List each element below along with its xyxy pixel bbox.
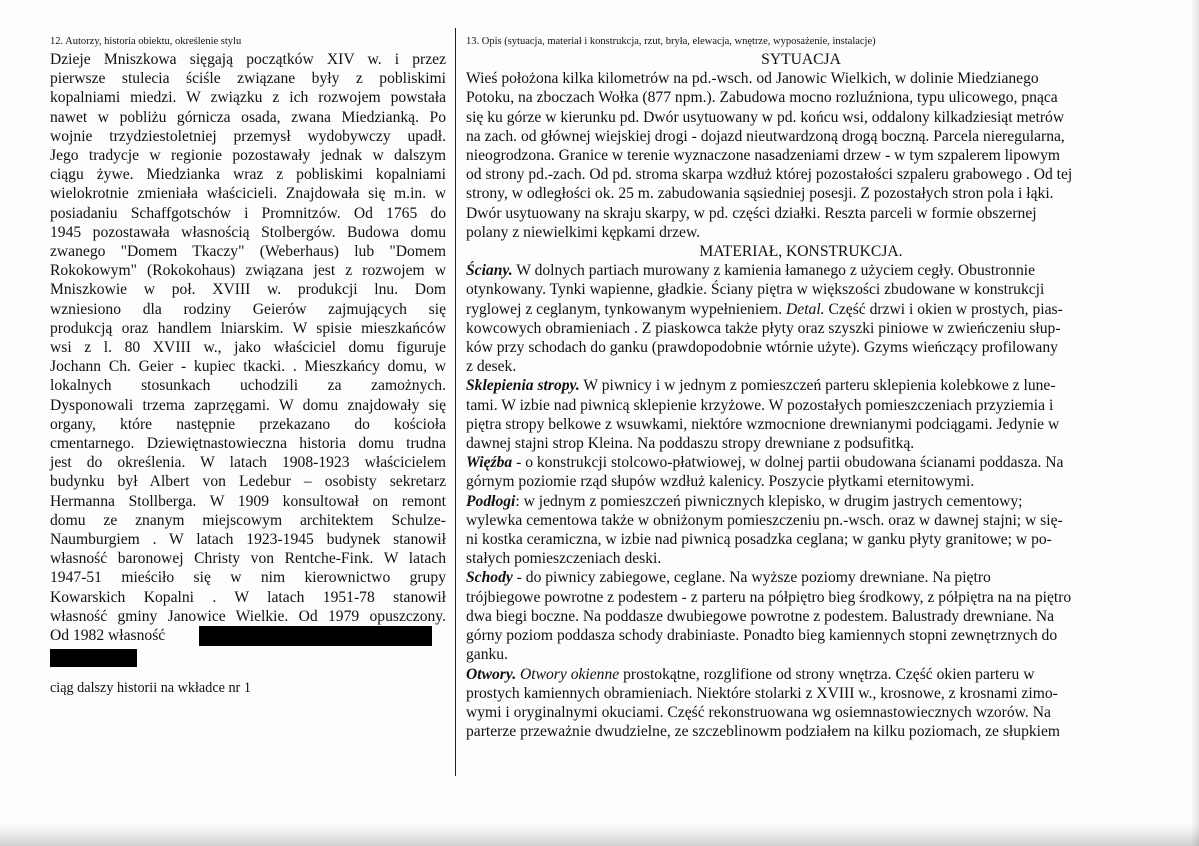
stairs-line: górny poziom poddasza schody drabiniaste. Ponadto bieg kamiennych stopni zewnętrznych do <box>466 627 1058 645</box>
text-line: wielokrotnie zmieniała właścicieli. Znajdowała się m.in. w <box>50 185 446 203</box>
walls-line: ryglowej z ceglanym, tynkowanym wypełnieniem. Detal. Część drzwi i okien w prostych, pias- <box>466 300 1063 318</box>
stairs-line: Schody - do piwnicy zabiegowe, ceglane. Na wyższe poziomy drewniane. Na piętro <box>466 569 991 587</box>
text-line: 1947-51 mieściło się w nim kierownictwo grupy <box>50 569 446 587</box>
text-line: Wieś położona kilka kilometrów na pd.-wsch. od Janowic Wielkich, w dolinie Miedzianego <box>466 70 1039 88</box>
detail-label: Detal. <box>786 300 825 318</box>
text-line: strony, w odległości ok. 25 m. zabudowania sąsiedniej posesji. Z pozostałych stron pola i łąki. <box>466 185 1054 203</box>
situation-heading: SYTUACJA <box>761 51 841 68</box>
walls-line: kowcowych obramieniach . Z piaskowca także płyty oraz szyszki piniowe w zwieńczeniu słup- <box>466 319 1061 337</box>
text-line: Jego tradycje w regionie pozostawały jednak w dalszym <box>50 147 446 165</box>
text-line: Hermanna Stollberga. W 1909 konsultował on remont <box>50 492 446 510</box>
description-column <box>466 35 1136 741</box>
text-line: Rokokowym" (Rokokohaus) związana jest z rozwojem w <box>50 262 446 280</box>
redaction-bar <box>50 649 137 667</box>
text-line: wsi z l. 80 XVIII w., jako właściciel domu figuruje <box>50 339 446 357</box>
text-line: Dzieje Mniszkowa sięgają początków XIV w. i przez <box>50 51 446 68</box>
ownership-label: Od 1982 własność <box>50 627 166 645</box>
text-line: na zach. od głównej wiejskiej drogi - dojazd nieutwardzoną drogą boczną. Parcela nieregularna, <box>466 127 1065 145</box>
stairs-line: ganku. <box>466 646 509 664</box>
openings-line: wymi i oryginalnymi okuciami. Część rekonstruowana wg osiemnastowiecznych wzorów. Na <box>466 703 1051 721</box>
text-line: kopalniami miedzi. W związku z ich rozwojem powstała <box>50 89 446 107</box>
floors-line: ni kostka ceramiczna, w izbie nad piwnicą posadzka ceglana; w ganku płyty granitowe; w po- <box>466 531 1052 549</box>
text-line: Potoku, na zboczach Wołka (877 npm.). Zabudowa mocno rozluźniona, typu ulicowego, pnąca <box>466 89 1058 107</box>
vaults-label: Sklepienia stropy. <box>466 377 580 395</box>
walls-line: z desek. <box>466 358 517 376</box>
text-line: Mniszkowie w poł. XVIII w. produkcji lnu. Dom <box>50 281 446 299</box>
vaults-line: piętra stropy belkowe z wsuwkami, niektóre wzmocnione drewnianymi podciągami. Jedynie w <box>466 415 1060 433</box>
column-divider <box>455 28 456 776</box>
redaction-bar <box>199 626 432 646</box>
text-line: zwanego "Domem Tkaczy" (Weberhaus) lub "Domem <box>50 243 446 261</box>
text-line: lokalnych stosunkach uchodzili za zamożnych. <box>50 377 446 395</box>
text-line: nieogrodzona. Granice w terenie wyznaczone nasadzeniami drzew - w tym szpalerem lipowym <box>466 147 1061 165</box>
text-line: produkcją oraz handlem lniarskim. W spisie mieszkańców <box>50 319 446 337</box>
text-line: własność gminy Janowice Wielkie. Od 1979 opuszczony. <box>50 607 446 625</box>
history-column <box>50 35 446 697</box>
text-line: od strony pd.-zach. Od pd. stroma skarpa wzdłuż której pozostałości szpaleru grabowego . Od tej <box>466 166 1073 184</box>
text-line: wzniesiono dla rodziny Geierów zajmujących się <box>50 300 446 318</box>
floors-line: Podłogi: w jednym z pomieszczeń piwnicznych klepisko, w drugim jastrych cementowy; <box>466 492 1023 510</box>
openings-line: Otwory. Otwory okienne prostokątne, rozglifione od strony wnętrza. Część okien parteru w <box>466 665 1035 683</box>
truss-label: Więźba <box>466 454 513 472</box>
stairs-line: dwa biegi boczne. Na poddasze dwubiegowe powrotne z podestem. Balustrady drewniane. Na <box>466 607 1055 625</box>
situation-text <box>466 69 1136 242</box>
truss-line: Więźba - o konstrukcji stolcowo-płatwiowej, w dolnej partii obudowana ścianami poddasza. Na <box>466 454 1064 472</box>
text-line: domu ze znanym miejscowym architektem Schulze- <box>50 511 446 529</box>
floors-line: wylewka cementowa także w obniżonym pomieszczeniu pn.-wsch. oraz w dawnej stajni; w się- <box>466 511 1063 529</box>
material-heading: MATERIAŁ, KONSTRUKCJA. <box>699 243 903 261</box>
text-line: Jochann Ch. Geier - kupiec tkacki. . Mieszkańcy domu, w <box>50 358 446 376</box>
stairs-label: Schody <box>466 569 513 587</box>
text-line: ciągu żywe. Miedzianka wraz z pobliskimi kopalniami <box>50 166 446 184</box>
text-line: organy, które następnie przekazano do kościoła <box>50 415 446 433</box>
page-shadow-right <box>1191 0 1199 846</box>
openings-line: parterze przeważnie dwudzielne, ze szczeblinowm podziałem na kilku poziomach, ze słupkiem <box>466 723 1061 741</box>
text-line: się ku górze w kierunku pd. Dwór usytuowany w pd. końcu wsi, oddalony kilkadziesiąt metrów <box>466 108 1065 126</box>
description-section-header: 13. Opis (sytuacja, materiał i konstrukcja, rzut, bryła, elewacja, wnętrze, wyposażenie, instalacje) <box>466 36 876 47</box>
walls-line: otynkowany. Tynki wapienne, gładkie. Ściany piętra w większości zbudowane w konstrukcji <box>466 281 1045 299</box>
vaults-line: dawnej stajni strop Kleina. Na poddaszu stropy drewniane z podsufitką. <box>466 435 915 453</box>
walls-line: ków przy schodach do ganku (prawdopodobnie wtórnie użyte). Gzyms wieńczący profilowany <box>466 339 1058 357</box>
window-openings-label: Otwory okienne <box>516 665 620 683</box>
ownership-line <box>50 626 446 667</box>
vaults-line: tami. W izbie nad piwnicą sklepienie krzyżowe. W pozostałych pomieszczeniach przyziemia i <box>466 396 1054 414</box>
text-line: cmentarnego. Dziewiętnastowieczna historia domu trudna <box>50 435 446 453</box>
text-line: Dwór usytuowany na skraju skarpy, w pd. części działki. Reszta parceli w formie obszernej <box>466 204 1037 222</box>
floors-line: stałych pomieszczeniach deski. <box>466 550 662 568</box>
stairs-line: trójbiegowe powrotne z podestem - z parteru na półpiętro bieg środkowy, z półpiętra na na piętro <box>466 588 1072 606</box>
history-text <box>50 50 446 626</box>
text-line: Naumburgiem . W latach 1923-1945 budynek stanowił <box>50 531 446 549</box>
text-line: pierwsze stulecia ściśle związane były z pobliskimi <box>50 70 446 88</box>
openings-label: Otwory. <box>466 665 517 683</box>
walls-line: Ściany. W dolnych partiach murowany z kamienia łamanego z użyciem cegły. Obustronnie <box>466 262 1036 280</box>
floors-label: Podłogi <box>466 492 516 510</box>
walls-label: Ściany. <box>466 262 513 280</box>
truss-line: górnym poziomie rząd słupów wzdłuż kalenicy. Poszycie płytkami eternitowymi. <box>466 473 975 491</box>
openings-line: prostych kamiennych obramieniach. Niektóre stolarki z XVIII w., krosnowe, z krosnami zimo- <box>466 684 1058 702</box>
text-line: 1945 pozostawała własnością Stolbergów. Budowa domu <box>50 223 446 241</box>
history-section-header: 12. Autorzy, historia obiektu, określenie stylu <box>50 36 242 47</box>
page-shadow-bottom <box>0 822 1199 846</box>
text-line: wojnie trzydziestoletniej przemysł wydobywczy upadł. <box>50 127 446 145</box>
text-line: jest do określenia. W latach 1908-1923 właścicielem <box>50 454 446 472</box>
continuation-note: ciąg dalszy historii na wkładce nr 1 <box>50 680 251 697</box>
text-line: nawet w pobliżu górnicza osada, zwana Miedzianką. Po <box>50 108 446 126</box>
text-line: budynku był Albert von Ledebur – osobisty sekretarz <box>50 473 446 491</box>
text-line: polany z niewielkimi kępkami drzew. <box>466 223 701 241</box>
text-line: własność baronowej Christy von Rentche-Fink. W latach <box>50 550 446 568</box>
text-line: posiadaniu Schaffgotschów i Promnitzów. Od 1765 do <box>50 204 446 222</box>
text-line: Dysponowali trzema zaprzęgami. W domu znajdowały się <box>50 396 446 414</box>
text-line: Kowarskich Kopalni . W latach 1951-78 stanowił <box>50 588 446 606</box>
vaults-line: Sklepienia stropy. W piwnicy i w jednym z pomieszczeń parteru sklepienia kolebkowe z lune- <box>466 377 1056 395</box>
